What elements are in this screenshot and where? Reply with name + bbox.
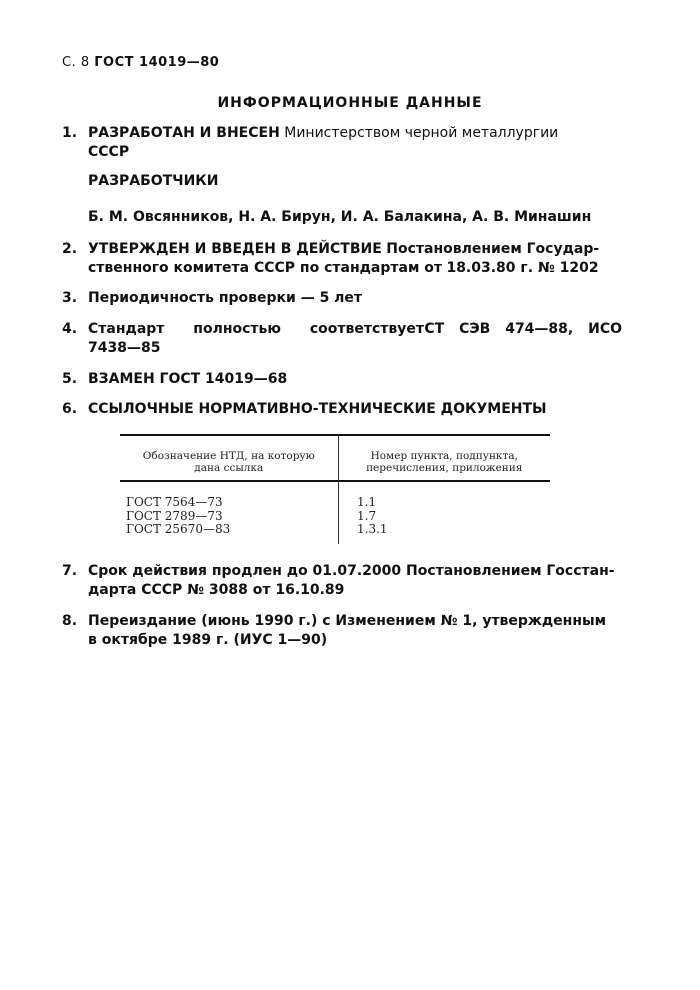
table-body [120, 482, 550, 544]
table-header-clause-line1: Номер пункта, подпункта, [370, 450, 518, 462]
table-header-row [120, 436, 550, 482]
item-2 [62, 240, 622, 278]
table-doc-column [120, 482, 338, 544]
table-header-clause [338, 436, 551, 480]
developers-list: Б. М. Овсянников, Н. А. Бирун, И. А. Балакина, А. В. Минашин [88, 209, 592, 225]
item-8-text-cont: в октябре 1989 г. (ИУС 1—90) [88, 632, 328, 648]
item-8-text: Переиздание (июнь 1990 г.) с Изменением № 1, утвержденным [88, 613, 607, 629]
item-8-number: 8. [62, 613, 78, 629]
item-3-text: Периодичность проверки — 5 лет [88, 290, 363, 306]
item-2-text-cont: ственного комитета СССР по стандартам от [88, 260, 442, 276]
item-2-number: 2. [62, 241, 78, 257]
item-1-number: 1. [62, 125, 78, 141]
item-7 [62, 562, 622, 600]
item-4-ref-cont: 7438—85 [88, 340, 161, 356]
item-4-ref: СТ СЭВ 474—88, ИСО [424, 321, 622, 337]
item-2-text: Постановлением Государ- [386, 241, 600, 257]
item-4-number: 4. [62, 321, 78, 337]
table-cell-clause: 1.3.1 [357, 522, 388, 536]
item-1-text: Министерством черной металлургии [284, 125, 559, 141]
table-cell-clause: 1.7 [357, 508, 377, 523]
item-6 [62, 400, 622, 419]
item-1 [62, 124, 622, 162]
item-3 [62, 289, 622, 308]
table-header-clause-line2: перечисления, приложения [366, 462, 523, 474]
item-1-text-cont: СССР [88, 144, 130, 160]
item-7-number: 7. [62, 563, 78, 579]
table-cell-doc: ГОСТ 25670—83 [126, 522, 231, 536]
item-7-text: Срок действия продлен до 01.07.2000 Постановлением Госстан- [88, 563, 615, 579]
item-4 [62, 320, 622, 358]
item-2-lead: УТВЕРЖДЕН И ВВЕДЕН В ДЕЙСТВИЕ [88, 241, 382, 257]
item-8 [62, 612, 622, 650]
table-header-doc-line2: дана ссылка [194, 462, 264, 474]
table-cell-doc: ГОСТ 2789—73 [126, 508, 223, 523]
developers-label: РАЗРАБОТЧИКИ [88, 173, 219, 189]
standard-number: ГОСТ 14019—80 [94, 55, 220, 70]
item-6-number: 6. [62, 401, 78, 417]
item-6-text: ССЫЛОЧНЫЕ НОРМАТИВНО-ТЕХНИЧЕСКИЕ ДОКУМЕНТЫ [88, 401, 547, 417]
table-clause-column [338, 482, 550, 544]
item-5-number: 5. [62, 371, 78, 387]
table-cell-clause: 1.1 [357, 495, 377, 509]
item-2-date: 18.03.80 г. № 1202 [446, 260, 599, 276]
item-5 [62, 370, 622, 389]
section-title: ИНФОРМАЦИОННЫЕ ДАННЫЕ [217, 95, 483, 111]
table-header-doc [120, 436, 338, 480]
item-1-lead: РАЗРАБОТАН И ВНЕСЕН [88, 125, 280, 141]
reference-table [120, 434, 550, 544]
page-number: С. 8 [62, 55, 90, 70]
item-5-text: ВЗАМЕН ГОСТ 14019—68 [88, 371, 288, 387]
page-header [62, 55, 219, 70]
item-7-text-cont: дарта СССР № 3088 от 16.10.89 [88, 582, 345, 598]
item-4-text: Стандарт полностью соответствует [88, 321, 424, 337]
table-header-doc-line1: Обозначение НТД, на которую [142, 450, 315, 462]
table-cell-doc: ГОСТ 7564—73 [126, 495, 223, 509]
item-3-number: 3. [62, 290, 78, 306]
